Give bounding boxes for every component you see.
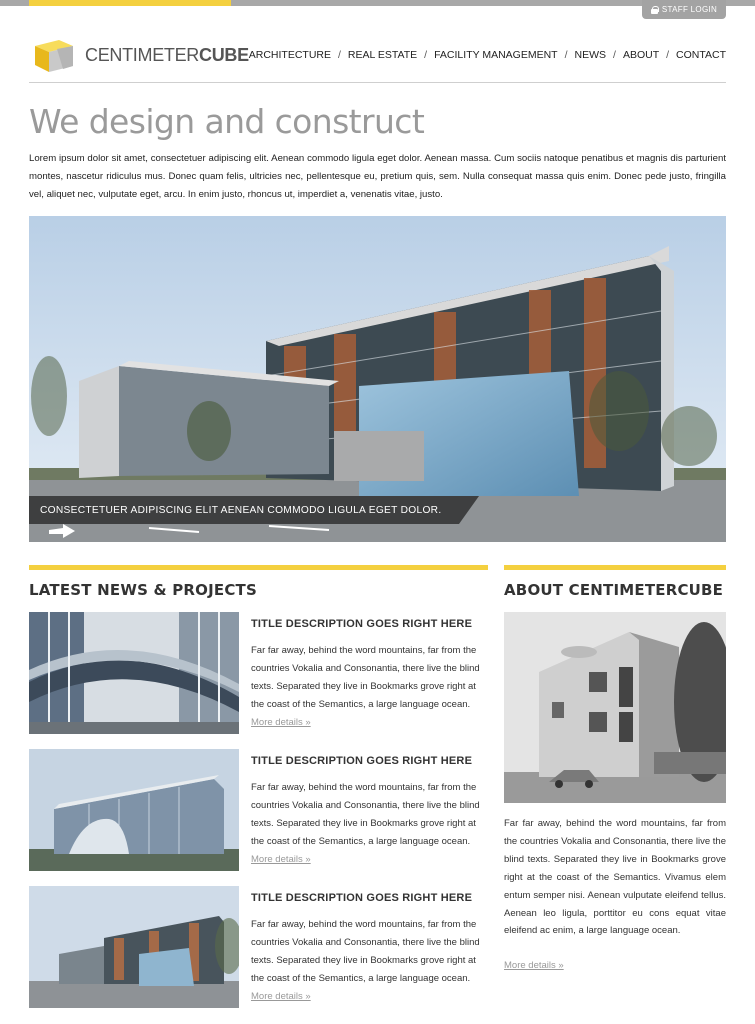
about-building-image <box>504 612 726 803</box>
news-thumbnail[interactable] <box>29 886 239 1008</box>
more-details-link[interactable]: More details » <box>251 853 311 865</box>
nav-separator: / <box>338 49 341 61</box>
nav-facility-management[interactable]: FACILITY MANAGEMENT <box>434 49 558 61</box>
news-item-body <box>251 779 486 869</box>
news-thumbnail-image <box>29 886 239 1008</box>
nav-separator: / <box>613 49 616 61</box>
news-section-heading: LATEST NEWS & PROJECTS <box>29 581 257 599</box>
nav-separator: / <box>424 49 428 61</box>
news-thumbnail[interactable] <box>29 612 239 734</box>
about-section-rule <box>504 565 726 570</box>
intro-paragraph: Lorem ipsum dolor sit amet, consectetuer adipiscing elit. Aenean commodo ligula eget dolor. Aenean massa. Cum sociis natoque penatibus et magnis dis parturient montes, nascetur ridiculus mus. Donec quam felis, ultricies nec, pellentesque eu, pretium quis, sem. Nulla consequat massa quis enim. Donec pede justo, fringilla vel, aliquet nec, vulputate eget, arcu. In enim justo, rhoncus ut, imperdiet a, venenatis vitae, justo. <box>29 153 726 200</box>
logo-text <box>85 45 249 66</box>
nav-real-estate[interactable]: REAL ESTATE <box>347 49 418 61</box>
nav-architecture[interactable]: ARCHITECTURE <box>248 49 331 61</box>
about-section-heading: ABOUT CENTIMETERCUBE <box>504 581 724 599</box>
nav-contact[interactable]: CONTACT <box>676 49 726 61</box>
news-item-text: Far far away, behind the word mountains, far from the countries Vokalia and Consonantia, there live the blind texts. Separated they live in Bookmarks grove right at the coast of the Semantics, a large language ocean. <box>251 645 480 710</box>
news-item-title[interactable]: TITLE DESCRIPTION GOES RIGHT HERE <box>251 892 473 904</box>
news-thumbnail-image <box>29 612 239 734</box>
hero-building-image <box>29 216 726 542</box>
hero-caption: CONSECTETUER ADIPISCING ELIT AENEAN COMMODO LIGULA EGET DOLOR. <box>29 496 459 524</box>
about-image <box>504 612 726 803</box>
nav-separator: / <box>564 49 568 61</box>
news-item <box>29 612 488 736</box>
lock-icon <box>651 6 658 14</box>
logo-text-light: CENTIMETER <box>85 44 200 65</box>
news-thumbnail-image <box>29 749 239 871</box>
about-more-details-link[interactable]: More details » <box>504 960 564 971</box>
cube-logo-icon <box>29 36 75 74</box>
staff-login-button[interactable] <box>642 0 726 19</box>
logo[interactable] <box>29 36 249 74</box>
news-item-body <box>251 916 486 1006</box>
news-item <box>29 749 488 873</box>
nav-separator: / <box>666 49 670 61</box>
news-item-title[interactable]: TITLE DESCRIPTION GOES RIGHT HERE <box>251 755 473 767</box>
header-divider <box>29 82 726 83</box>
nav-about[interactable]: ABOUT <box>622 49 660 61</box>
staff-login-label: STAFF LOGIN <box>661 5 718 14</box>
more-details-link[interactable]: More details » <box>251 990 311 1002</box>
news-item-title[interactable]: TITLE DESCRIPTION GOES RIGHT HERE <box>251 618 473 630</box>
news-thumbnail[interactable] <box>29 749 239 871</box>
hero-banner[interactable] <box>29 216 726 542</box>
logo-text-bold: CUBE <box>199 44 249 65</box>
more-details-link[interactable]: More details » <box>251 716 311 728</box>
news-item-text: Far far away, behind the word mountains, far from the countries Vokalia and Consonantia, there live the blind texts. Separated they live in Bookmarks grove right at the coast of the Semantics, a large language ocean. <box>251 782 480 847</box>
news-item-body <box>251 642 486 732</box>
news-item <box>29 886 488 1010</box>
about-paragraph: Far far away, behind the word mountains, far from the countries Vokalia and Consonantia, there live the blind texts. Separated they live in Bookmarks grove right at the coast of the Semantics. Vivamus elem entum semper nisi. Aenean vulputate eleifend tellus. Aenean leo ligula, porttitor eu cons equat vitae eleifend ac enim, a large language ocean. <box>504 818 726 937</box>
news-section-rule <box>29 565 488 570</box>
main-nav <box>249 49 726 61</box>
top-bar-accent <box>29 0 231 6</box>
nav-news[interactable]: NEWS <box>574 49 607 61</box>
news-item-text: Far far away, behind the word mountains, far from the countries Vokalia and Consonantia, there live the blind texts. Separated they live in Bookmarks grove right at the coast of the Semantics, a large language ocean. <box>251 919 480 984</box>
page-headline: We design and construct <box>29 102 425 141</box>
